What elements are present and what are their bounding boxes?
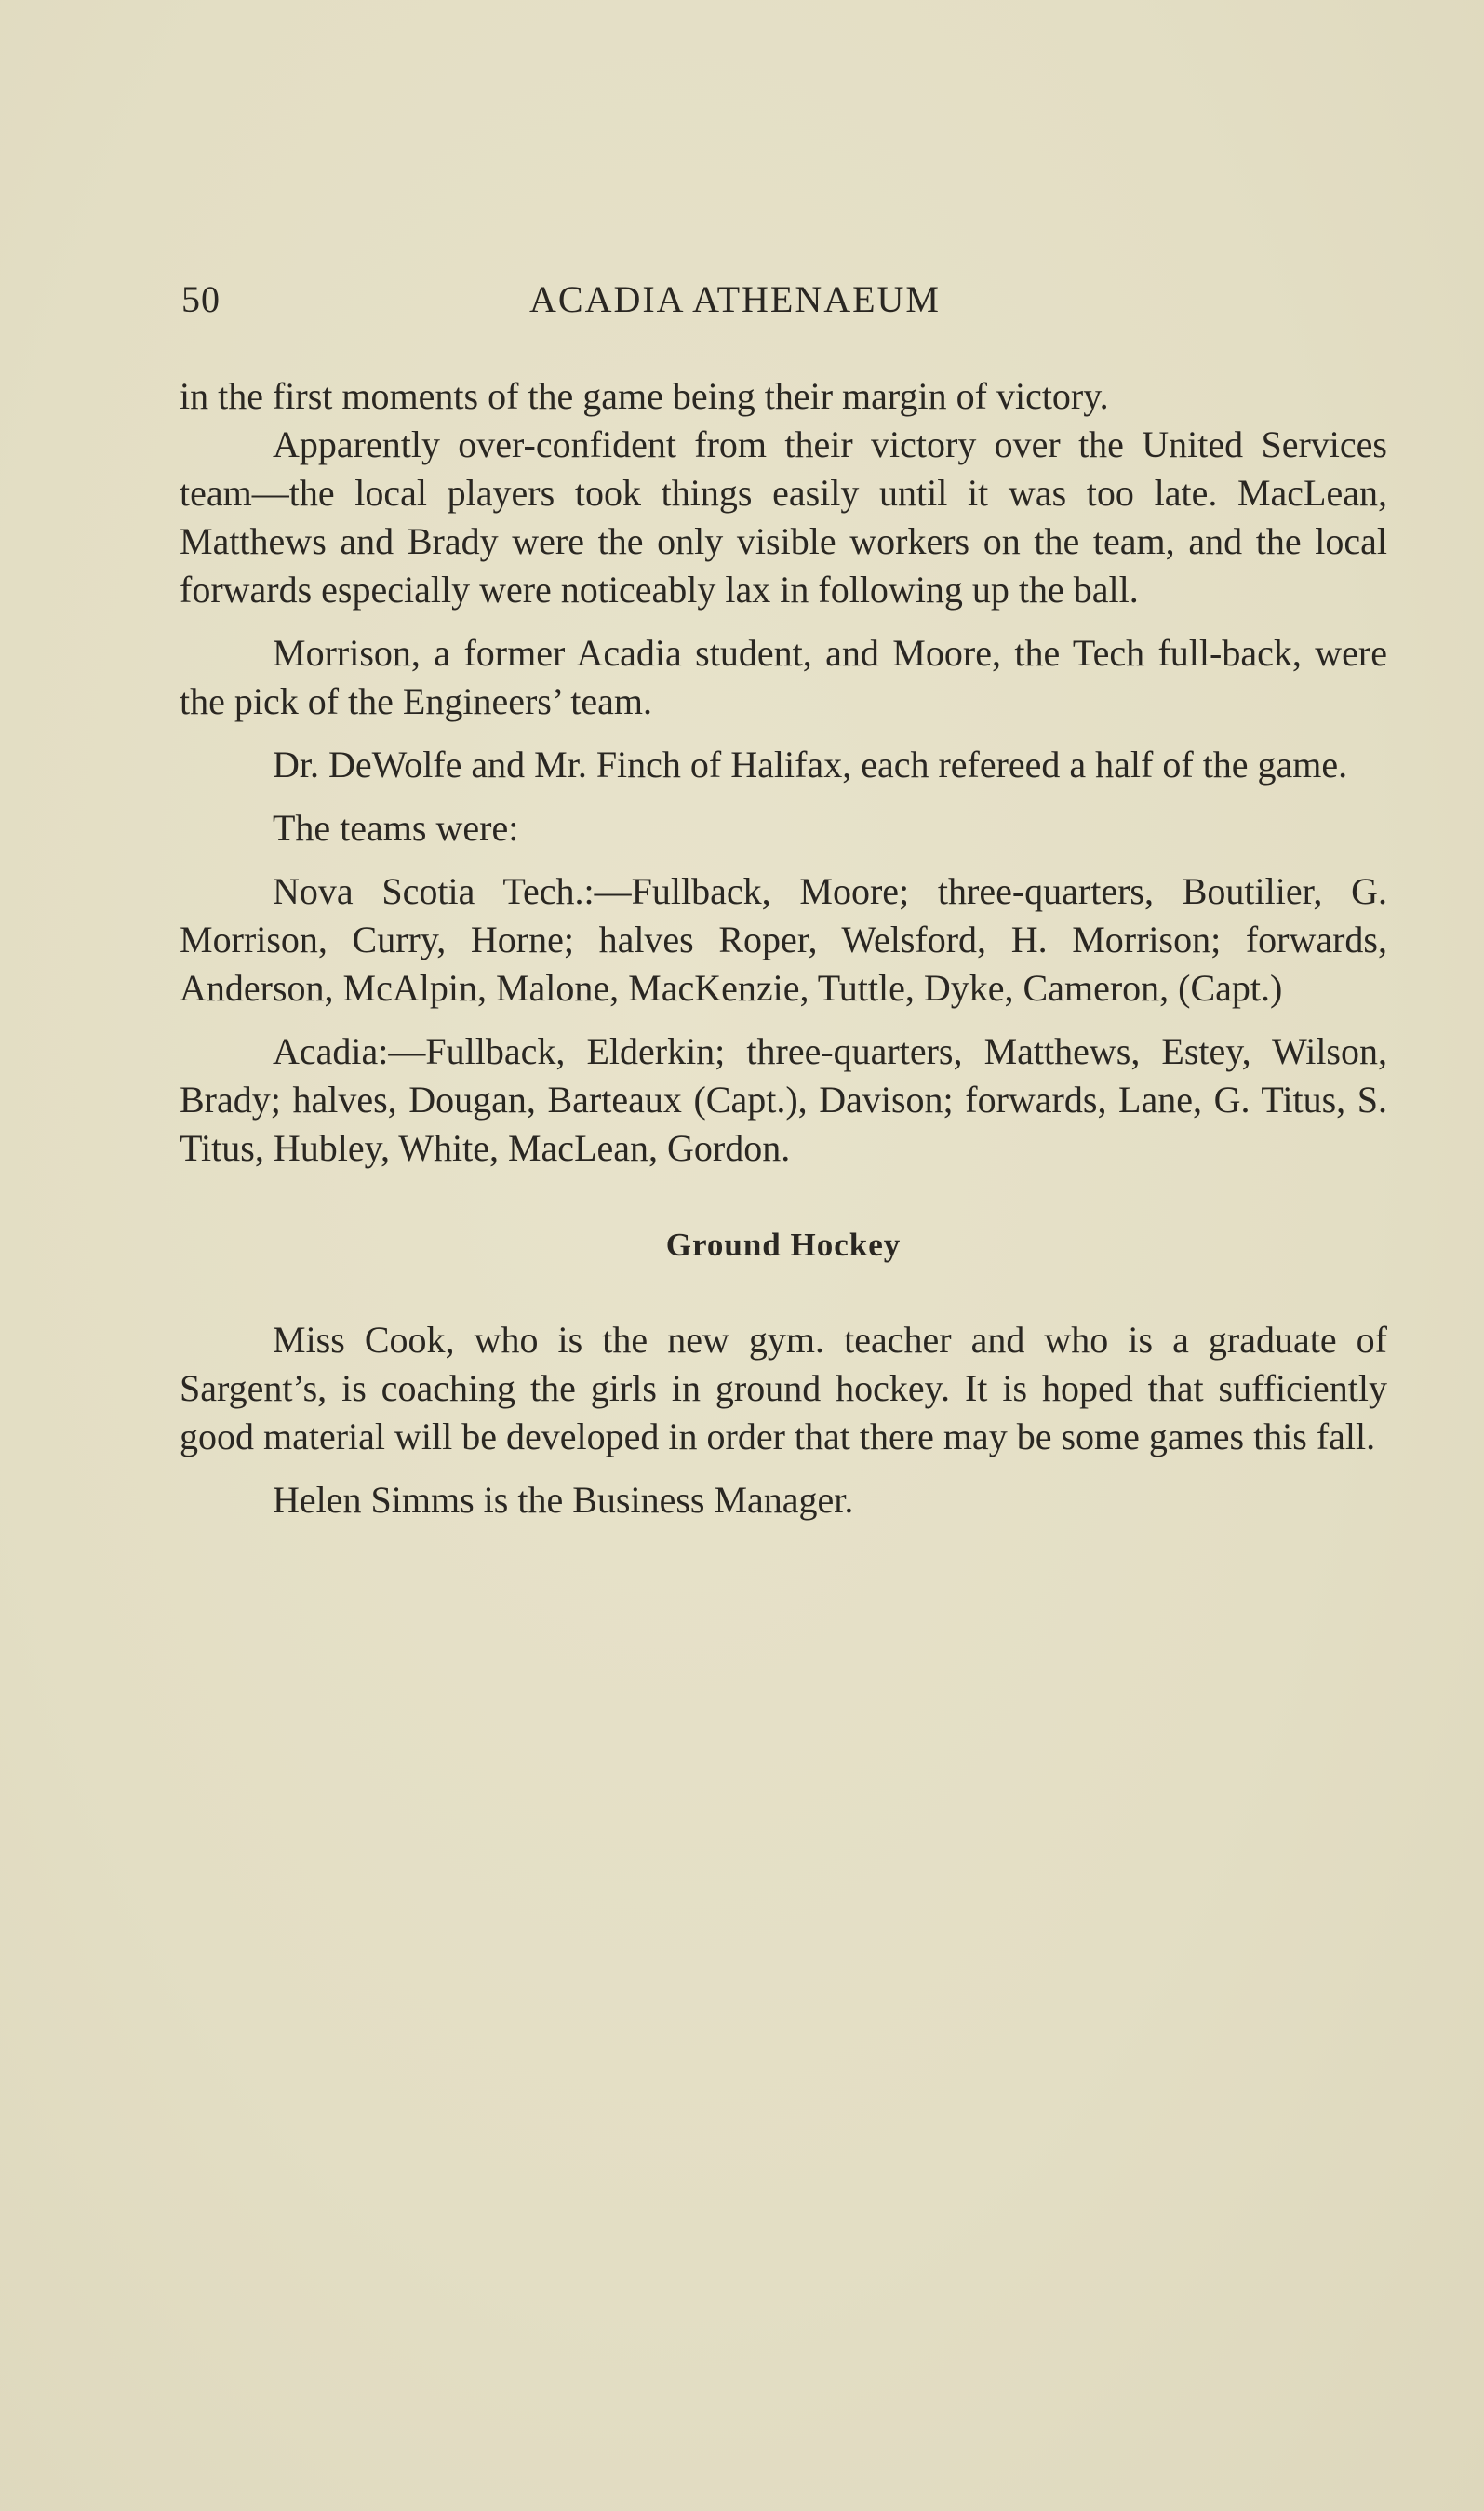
paragraph-acadia-lineup: Acadia:—Fullback, Elderkin; three-quarters, Matthews, Estey, Wilson, Brady; halves, Dougan, Barteaux (Capt.), Davison; forwards, Lane, G. Titus, S. Titus, Hubley, White, MacLean, Gordon. [180, 1030, 1387, 1169]
paragraph-teams-intro: The teams were: [273, 807, 519, 849]
paragraph-overconfident: Apparently over-confident from their victory over the United Services team—the local players took things easily until it was too late. MacLean, Matthews and Brady were the only visible workers on the team, and the local forwards especially were noticeably lax in following up the ball. [180, 423, 1387, 611]
paragraph-morrison: Morrison, a former Acadia student, and Moore, the Tech full-back, were the pick of the Engineers’ team. [180, 632, 1387, 722]
section-heading-ground-hockey: Ground Hockey [665, 1227, 902, 1263]
paragraph-continuation: in the first moments of the game being their margin of victory. [180, 375, 1109, 417]
paragraph-business-manager: Helen Simms is the Business Manager. [273, 1479, 854, 1521]
running-title: ACADIA ATHENAEUM [529, 278, 941, 320]
page-number: 50 [181, 278, 221, 320]
paragraph-tech-lineup: Nova Scotia Tech.:—Fullback, Moore; three-quarters, Boutilier, G. Morrison, Curry, Horne; halves Roper, Welsford, H. Morrison; forwards, Anderson, McAlpin, Malone, MacKenzie, Tuttle, Dyke, Cameron, (Capt.) [180, 870, 1387, 1009]
article-body [180, 372, 1387, 1539]
paragraph-referees: Dr. DeWolfe and Mr. Finch of Halifax, each refereed a half of the game. [273, 744, 1348, 786]
paragraph-miss-cook: Miss Cook, who is the new gym. teacher and who is a graduate of Sargent’s, is coaching the girls in ground hockey. It is hoped that sufficiently good material will be developed in order that there may be some games this fall. [180, 1319, 1387, 1457]
page-header [181, 277, 1382, 333]
